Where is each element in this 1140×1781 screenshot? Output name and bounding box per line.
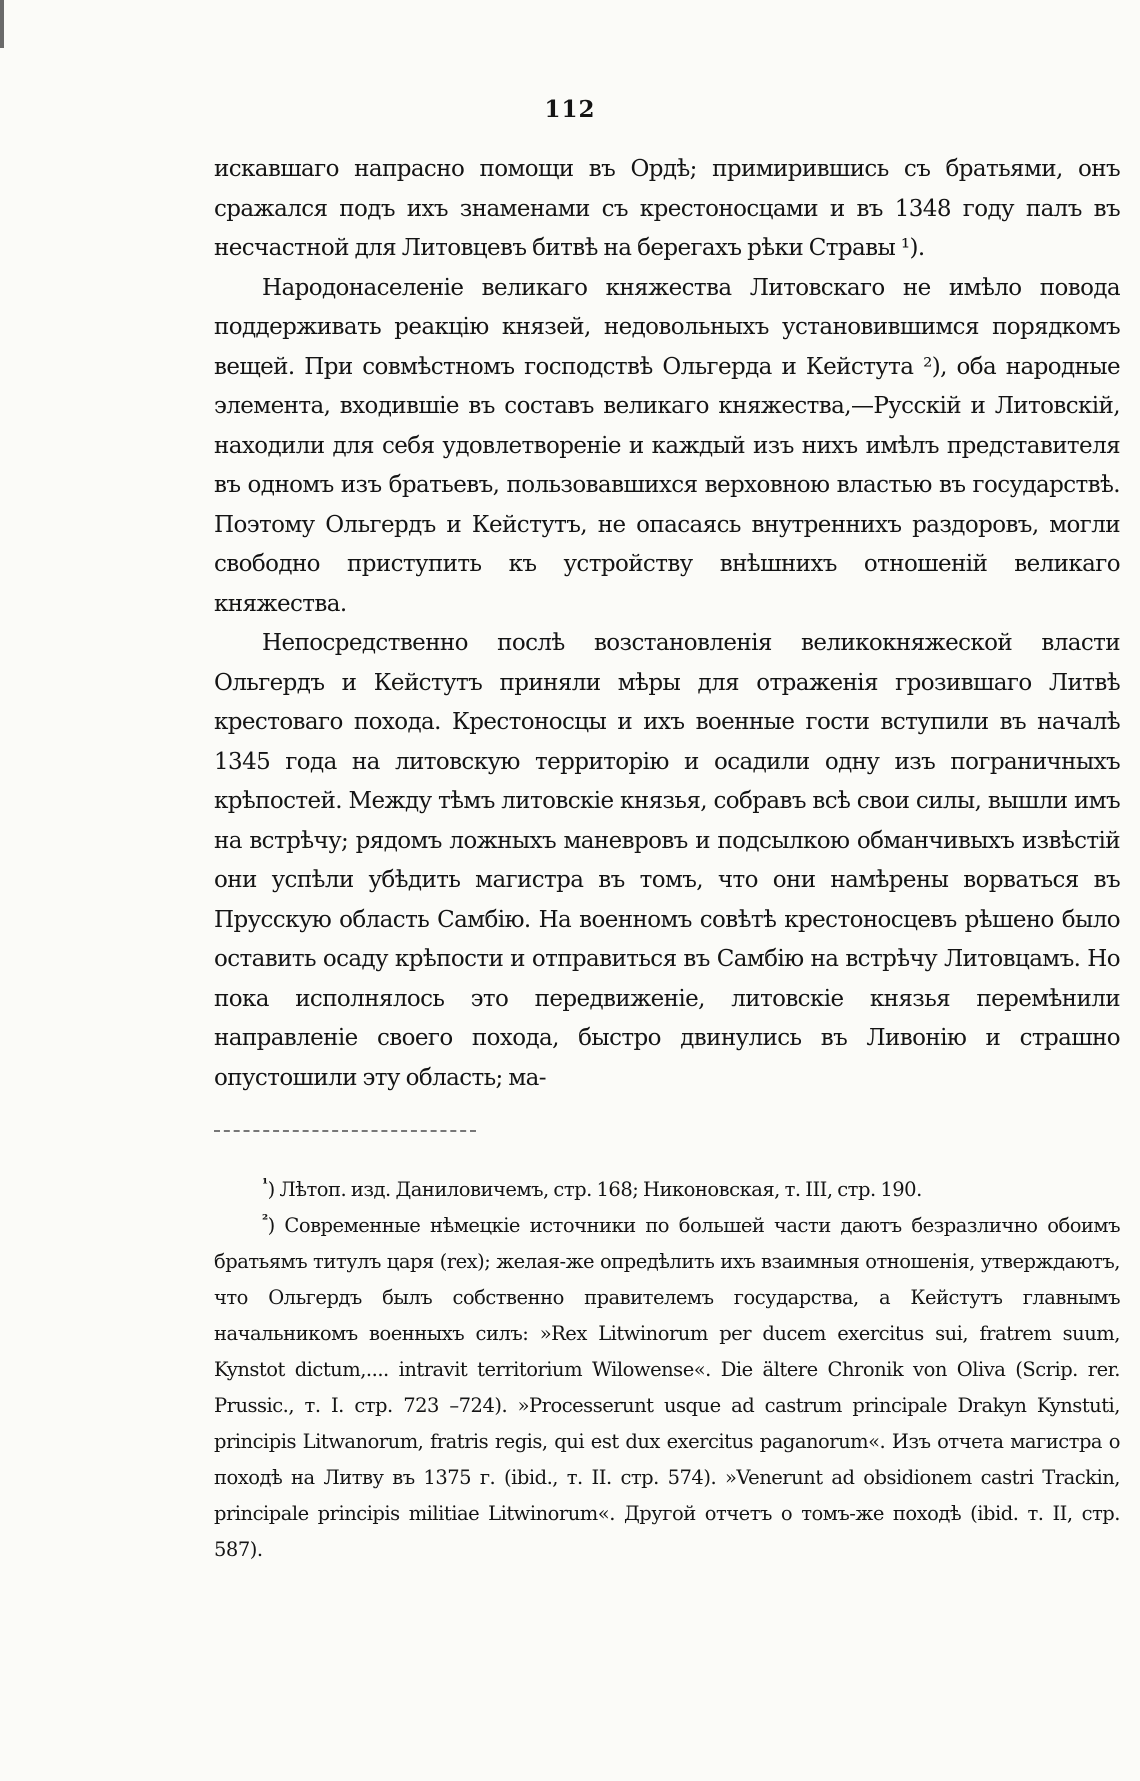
footnote-1-marker: ¹ <box>262 1176 268 1193</box>
paragraph-population: Народонаселеніе великаго княжества Литовскаго не имѣло повода поддерживать реакцію князей, недовольныхъ установившимся порядкомъ вещей. При совмѣстномъ господствѣ Ольгерда и Кейстута ²), оба народные элемента, входившіе въ составъ великаго княжества,—Русскій и Литовскій, находили для себя удовлетвореніе и каждый изъ нихъ имѣлъ представителя въ одномъ изъ братьевъ, пользовавшихся верховною властью въ государствѣ. Поэтому Ольгердъ и Кейстутъ, не опасаясь внутреннихъ раздоровъ, могли свободно приступить къ устройству внѣшнихъ отношеній великаго княжества. <box>214 274 1120 617</box>
main-text <box>214 150 1120 1098</box>
page-number: 112 <box>544 96 596 123</box>
scan-edge-mark <box>0 0 4 48</box>
paragraph-continuation: искавшаго напрасно помощи въ Ордѣ; примирившись съ братьями, онъ сражался подъ ихъ знаменами съ крестоносцами и въ 1348 году палъ въ несчастной для Литовцевъ битвѣ на берегахъ рѣки Стравы ¹). <box>214 156 1120 261</box>
paragraph-crusade: Непосредственно послѣ возстановленія великокняжеской власти Ольгердъ и Кейстутъ приняли мѣры для отраженія грозившаго Литвѣ крестоваго похода. Крестоносцы и ихъ военные гости вступили въ началѣ 1345 года на литовскую территорію и осадили одну изъ пограничныхъ крѣпостей. Между тѣмъ литовскіе князья, собравъ всѣ свои силы, вышли имъ на встрѣчу; рядомъ ложныхъ маневровъ и подсылкою обманчивыхъ извѣстій они успѣли убѣдить магистра въ томъ, что они намѣрены ворваться въ Прусскую область Самбію. На военномъ совѣтѣ крестоносцевъ рѣшено было оставить осаду крѣпости и отправиться въ Самбію на встрѣчу Литовцамъ. Но пока исполнялось это передвиженіе, литовскіе князья перемѣнили направленіе своего похода, быстро двинулись въ Ливонію и страшно опустошили эту область; ма- <box>214 630 1120 1091</box>
footnote-2-marker: ² <box>262 1212 268 1229</box>
footnotes <box>214 1172 1120 1568</box>
footnote-2: $^{^2}$) Современные нѣмецкіе источники по большей части даютъ безразлично обоимъ братьямъ титулъ царя (rex); желая-же опредѣлить ихъ взаимныя отношенія, утверждаютъ, что Ольгердъ былъ собственно правителемъ государства, а Кейстутъ главнымъ начальникомъ военныхъ силъ: »Rex Litwinorum per ducem exercitus sui, fratrem suum, Kynstot dictum,.... intravit territorium Wilowense«. Die ältere Chronik von Oliva (Scrip. rer. Prussic., т. I. стр. 723 –724). »Processerunt usque ad castrum principale Drakyn Kynstuti, principis Litwanorum, fratris regis, qui est dux exercitus paganorum«. Изъ отчета магистра о походѣ на Литву въ 1375 г. (ibid., т. II. стр. 574). »Venerunt ad obsidionem castri Trackin, principale principis militiae Litwinorum«. Другой отчетъ о томъ-же походѣ (ibid. т. II, стр. 587). <box>214 1212 1121 1561</box>
footnote-1: $^{^1}$) Лѣтоп. изд. Даниловичемъ, стр. 168; Никоновская, т. III, стр. 190. <box>262 1176 922 1201</box>
footnote-2-text: Современные нѣмецкіе источники по большей части даютъ безразлично обоимъ братьямъ титулъ царя (rex); желая-же опредѣлить ихъ взаимныя отношенія, утверждаютъ, что Ольгердъ былъ собственно правителемъ государства, а Кейстутъ главнымъ начальникомъ военныхъ силъ: »Rex Litwinorum per ducem exercitus sui, fratrem suum, Kynstot dictum,.... intravit territorium Wilowense«. Die ältere Chronik von Oliva (Scrip. rer. Prussic., т. I. стр. 723 –724). »Processerunt usque ad castrum principale Drakyn Kynstuti, principis Litwanorum, fratris regis, qui est dux exercitus paganorum«. Изъ отчета магистра о походѣ на Литву въ 1375 г. (ibid., т. II. стр. 574). »Venerunt ad obsidionem castri Trackin, principale principis militiae Litwinorum«. Другой отчетъ о томъ-же походѣ (ibid. т. II, стр. 587). <box>214 1214 1121 1561</box>
footnote-1-text: Лѣтоп. изд. Даниловичемъ, стр. 168; Никоновская, т. III, стр. 190. <box>279 1178 922 1201</box>
footnote-separator <box>214 1130 476 1132</box>
